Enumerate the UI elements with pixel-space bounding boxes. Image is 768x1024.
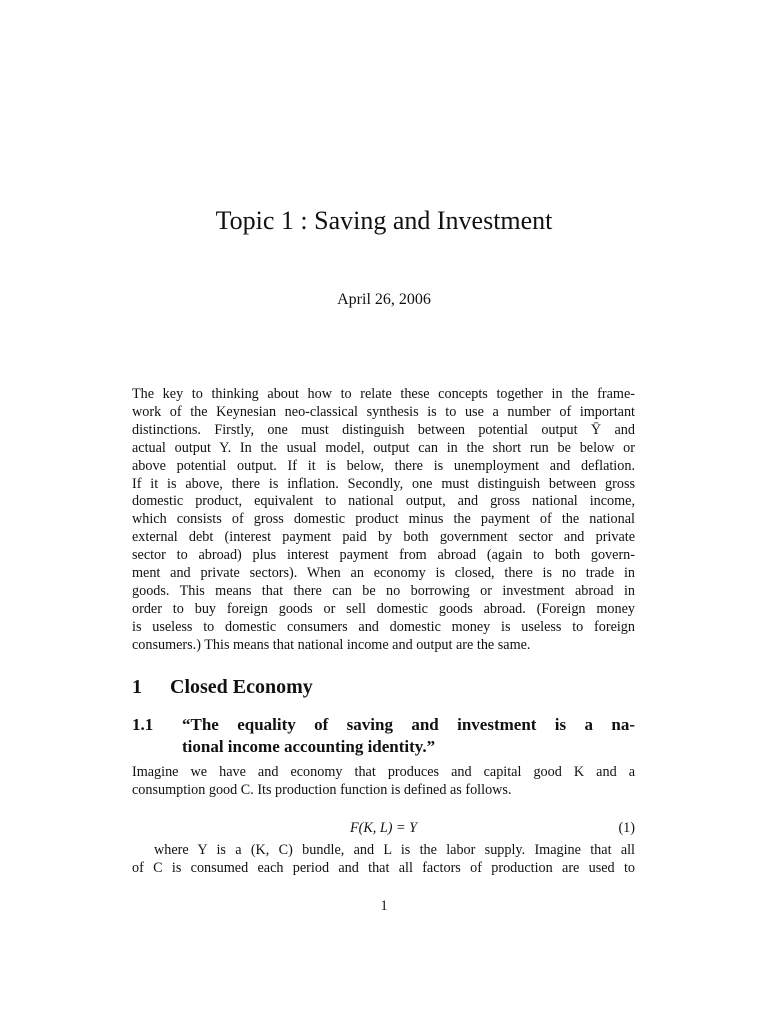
abstract-paragraph (132, 386, 635, 655)
abstract-line: sector to abroad) plus interest payment from abroad (again to both govern- (132, 547, 635, 564)
page-number: 1 (380, 898, 388, 914)
subsection-title (182, 714, 635, 758)
abstract-line: which consists of gross domestic product minus the payment of the national (132, 511, 635, 528)
body-line: where Y is a (K, C) bundle, and L is the labor supply. Imagine that all (154, 842, 635, 858)
section-title: Closed Economy (170, 676, 313, 698)
abstract-line: The key to thinking about how to relate these concepts together in the frame- (132, 386, 635, 402)
abstract-line: goods. This means that there can be no borrowing or investment abroad in (132, 582, 635, 599)
equation (132, 818, 635, 838)
abstract-line: distinctions. Firstly, one must distinguish between potential output Ȳ and (132, 421, 635, 438)
subsection-number: 1.1 (132, 715, 154, 734)
abstract-line: actual output Y. In the usual model, output can in the short run be below or (132, 439, 635, 456)
body-paragraph (132, 764, 635, 800)
subsection-title-line: “The equality of saving and investment is a na- (182, 715, 635, 734)
abstract-line: domestic product, equivalent to national output, and gross national income, (132, 493, 635, 510)
equation-number: (1) (618, 820, 635, 836)
abstract-line: If it is above, there is inflation. Secondly, one must distinguish between gross (132, 475, 635, 492)
subsection-heading (132, 714, 635, 758)
section-heading (132, 674, 313, 700)
abstract-line: work of the Keynesian neo-classical synthesis is to use a number of important (132, 403, 635, 420)
body-line: consumption good C. Its production function is defined as follows. (132, 781, 512, 798)
body-paragraph (132, 842, 635, 878)
abstract-line: external debt (interest payment paid by both government sector and private (132, 529, 635, 546)
document-title: Topic 1 : Saving and Investment (215, 206, 553, 235)
body-line: of C is consumed each period and that all factors of production are used to (132, 859, 635, 876)
abstract-line: is useless to domestic consumers and domestic money is useless to foreign (132, 618, 635, 635)
abstract-line: ment and private sectors). When an economy is closed, there is no trade in (132, 565, 635, 582)
abstract-line: order to buy foreign goods or sell domestic goods abroad. (Foreign money (132, 600, 635, 617)
equation-formula: F(K, L) = Y (349, 820, 418, 836)
abstract-line: above potential output. If it is below, there is unemployment and deflation. (132, 457, 635, 474)
document-date: April 26, 2006 (337, 291, 431, 308)
abstract-line: consumers.) This means that national income and output are the same. (132, 636, 531, 653)
subsection-title-line: tional income accounting identity.” (182, 737, 436, 756)
section-number: 1 (132, 676, 142, 698)
body-line: Imagine we have and economy that produces and capital good K and a (132, 764, 635, 780)
